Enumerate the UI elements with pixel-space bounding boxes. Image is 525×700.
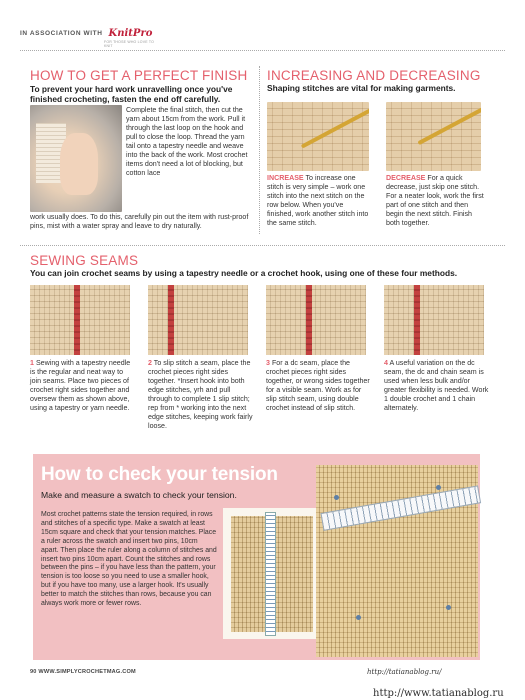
divider-vertical [259,66,260,234]
divider [20,50,505,51]
incdec-section [267,68,497,93]
ruler-image [320,485,481,531]
page-footer: 90 WWW.SIMPLYCROCHETMAG.COM [30,669,136,675]
blog-url[interactable]: http://tatianablog.ru/ [367,668,442,676]
tension-subtitle: Make and measure a swatch to check your tension. [41,490,237,500]
association-label: IN ASSOCIATION WITH [20,30,103,37]
increase-text: INCREASE To increase one stitch is very simple – work one stitch into the next stitch on the row below. When you've finished, work another stitch into the same stitch. [267,174,369,227]
seam-photo-2 [148,285,248,355]
crochet-hook-image [417,107,481,145]
tension-title: How to check your tension [41,464,278,485]
seam-photo-4 [384,285,484,355]
seam-step-1: 1 Sewing with a tapestry needle is the regular and neat way to join seams. Place two pieces of crochet right sides together and oversew them as shown above, using a tapestry or yarn needle. [30,359,131,412]
tension-photo-closeup [316,465,478,657]
divider [20,245,505,246]
pin-image [436,485,441,490]
decrease-label: DECREASE [386,174,426,182]
seam-step-3: 3 For a dc seam, place the crochet pieces right sides together, or wrong sides together for a visible seam. Work as for slip stitch seam, using double crochet instead of slip stitch. [266,359,370,412]
finish-body: Complete the final stitch, then cut the yarn about 15cm from the work. Pull it through the last loop on the hook and pull to close the loop. Thread the yarn tail onto a tapestry needle and weave into the back of the work. Most crochet items don't need a lot of blocking, but cotton lace [126,106,248,177]
finish-title: HOW TO GET A PERFECT FINISH [30,68,248,83]
brand-logo: KnitPro [108,28,153,39]
finish-subtitle: To prevent your hard work unravelling once you've finished crocheting, fasten the end off carefully. [30,84,233,104]
seam-step-4: 4 A useful variation on the dc seam, the dc and chain seam is used when less bulk and/or greater flexibility is needed. Work 1 double crochet and 1 chain alternately. [384,359,489,412]
decrease-photo [386,102,481,171]
watermark: http://www.tatianablog.ru [373,688,504,699]
increase-label: INCREASE [267,174,304,182]
seams-subtitle: You can join crochet seams by using a tapestry needle or a crochet hook, using one of these four methods. [30,268,458,278]
increase-photo [267,102,369,171]
crochet-hook-image [301,107,369,148]
ruler-image [265,512,276,636]
finish-section [30,68,250,104]
seam-photo-1 [30,285,130,355]
association-header [20,28,152,39]
decrease-text: DECREASE For a quick decrease, just skip one stitch. For a neater look, work the first part of one stitch and then begin the next stitch. Finish both together. [386,174,484,227]
finish-photo [30,105,122,212]
hand-image [60,133,98,195]
brand-tagline: FOR THOSE WHO LOVE TO KNIT [104,40,155,48]
pin-image [446,605,451,610]
finish-body-tail: work usually does. To do this, carefully pin out the item with rust-proof pins, mist with a water spray and leave to dry naturally. [30,213,249,230]
seams-title: SEWING SEAMS [30,253,139,268]
pin-image [356,615,361,620]
seam-photo-3 [266,285,366,355]
incdec-subtitle: Shaping stitches are vital for making garments. [267,83,456,93]
tension-photo-swatch [223,508,320,639]
seam-step-2: 2 To slip stitch a seam, place the crochet pieces right sides together. *Insert hook into both edge stitches, yrh and pull through to complete 1 slip stitch; rep from * working into the next edge stitches, keeping work fairly loose. [148,359,253,430]
tension-box [33,454,480,660]
pin-image [334,495,339,500]
seams-section [30,253,500,278]
tension-body: Most crochet patterns state the tension required, in rows and stitches of a specific type. Make a swatch at least 15cm square and check that your tension matches. Place a ruler across the swatch and insert two pins, 10cm apart. Then place the ruler along a column of stitches and insert two pins 10cm apart. Count the stitches and rows between the pins – if you have less than the pattern, your tension is too loose so you need to use a smaller hook, but if you have too many, use a larger hook. It's usually better to match the stitches than rows, because you can always work more or fewer rows. [41,511,217,608]
incdec-title: INCREASING AND DECREASING [267,68,481,83]
